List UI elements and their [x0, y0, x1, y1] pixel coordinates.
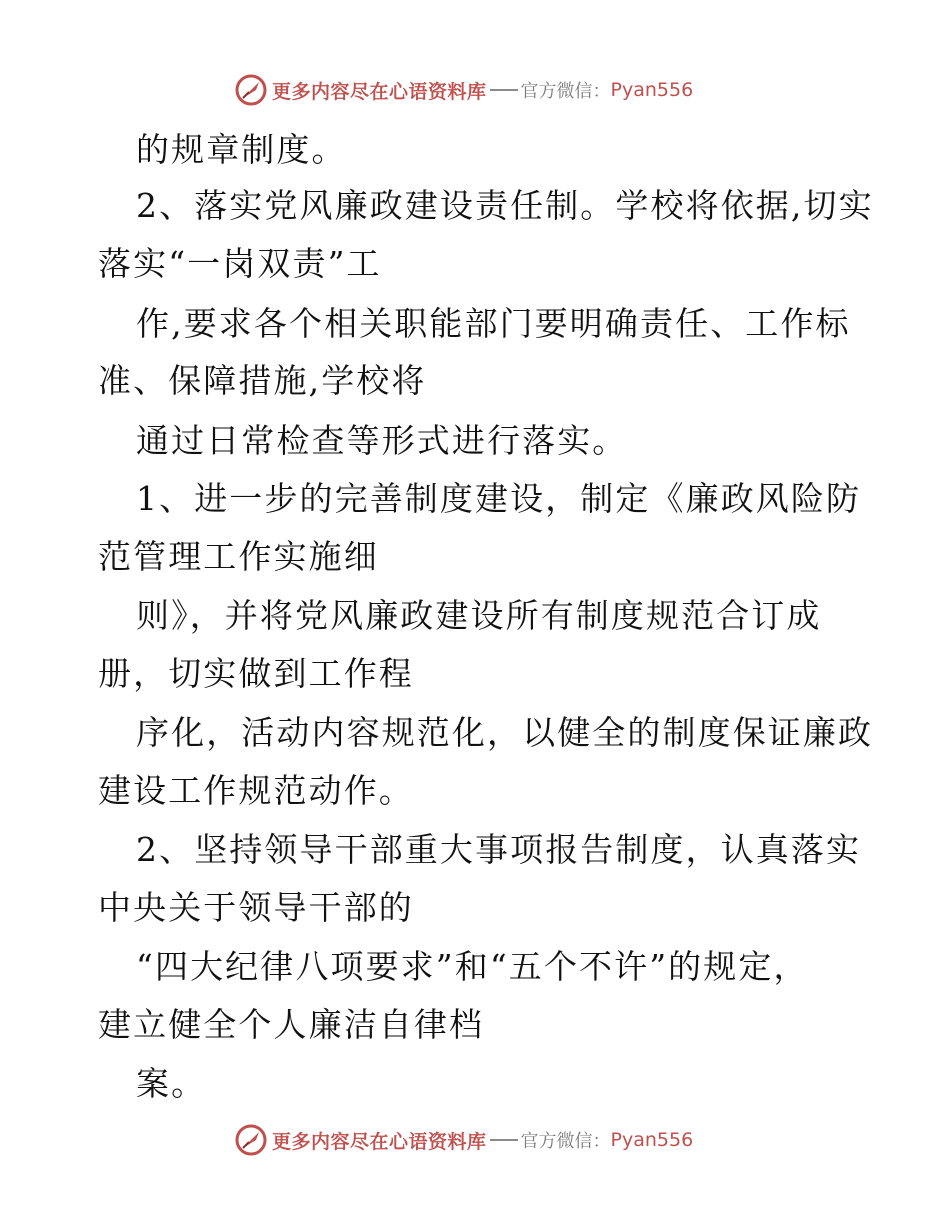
body-line-16: 建立健全个人廉洁自律档	[98, 1005, 485, 1044]
footer-site-text: 更多内容尽在心语资料库	[272, 1130, 487, 1153]
body-line-15: “四大纪律八项要求”和“五个不许”的规定，	[136, 947, 809, 986]
quill-logo-icon	[234, 1123, 268, 1157]
header-wechat-label: 官方微信：	[520, 81, 611, 102]
header-wechat-id: Pyan556	[610, 79, 694, 101]
footer-dash	[490, 1139, 518, 1141]
footer-wechat-label: 官方微信：	[520, 1131, 611, 1152]
header-dash	[490, 89, 518, 91]
body-line-2: 2、落实党风廉政建设责任制。学校将依据,切实	[136, 186, 874, 225]
body-line-10: 册，切实做到工作程	[98, 654, 414, 693]
body-line-4: 作,要求各个相关职能部门要明确责任、工作标	[136, 304, 851, 343]
body-line-8: 范管理工作实施细	[98, 537, 379, 576]
body-line-9: 则》，并将党风廉政建设所有制度规范合订成	[136, 596, 822, 635]
quill-logo-icon	[234, 73, 268, 107]
footer-watermark-banner	[234, 1122, 693, 1158]
header-watermark-banner	[234, 72, 693, 108]
body-line-14: 中央关于领导干部的	[98, 888, 414, 927]
body-line-17: 案。	[136, 1064, 207, 1103]
footer-wechat-id: Pyan556	[610, 1129, 694, 1151]
body-line-3: 落实“一岗双责”工	[98, 244, 382, 283]
body-line-13: 2、坚持领导干部重大事项报告制度，认真落实	[136, 830, 862, 869]
body-line-6: 通过日常检查等形式进行落实。	[136, 421, 628, 460]
header-site-text: 更多内容尽在心语资料库	[272, 80, 487, 103]
body-line-7: 1、进一步的完善制度建设，制定《廉政风险防	[136, 479, 862, 518]
body-line-11: 序化，活动内容规范化，以健全的制度保证廉政	[136, 713, 874, 752]
body-line-12: 建设工作规范动作。	[98, 771, 414, 810]
body-line-1: 的规章制度。	[136, 130, 347, 169]
body-line-5: 准、保障措施,学校将	[98, 361, 427, 400]
